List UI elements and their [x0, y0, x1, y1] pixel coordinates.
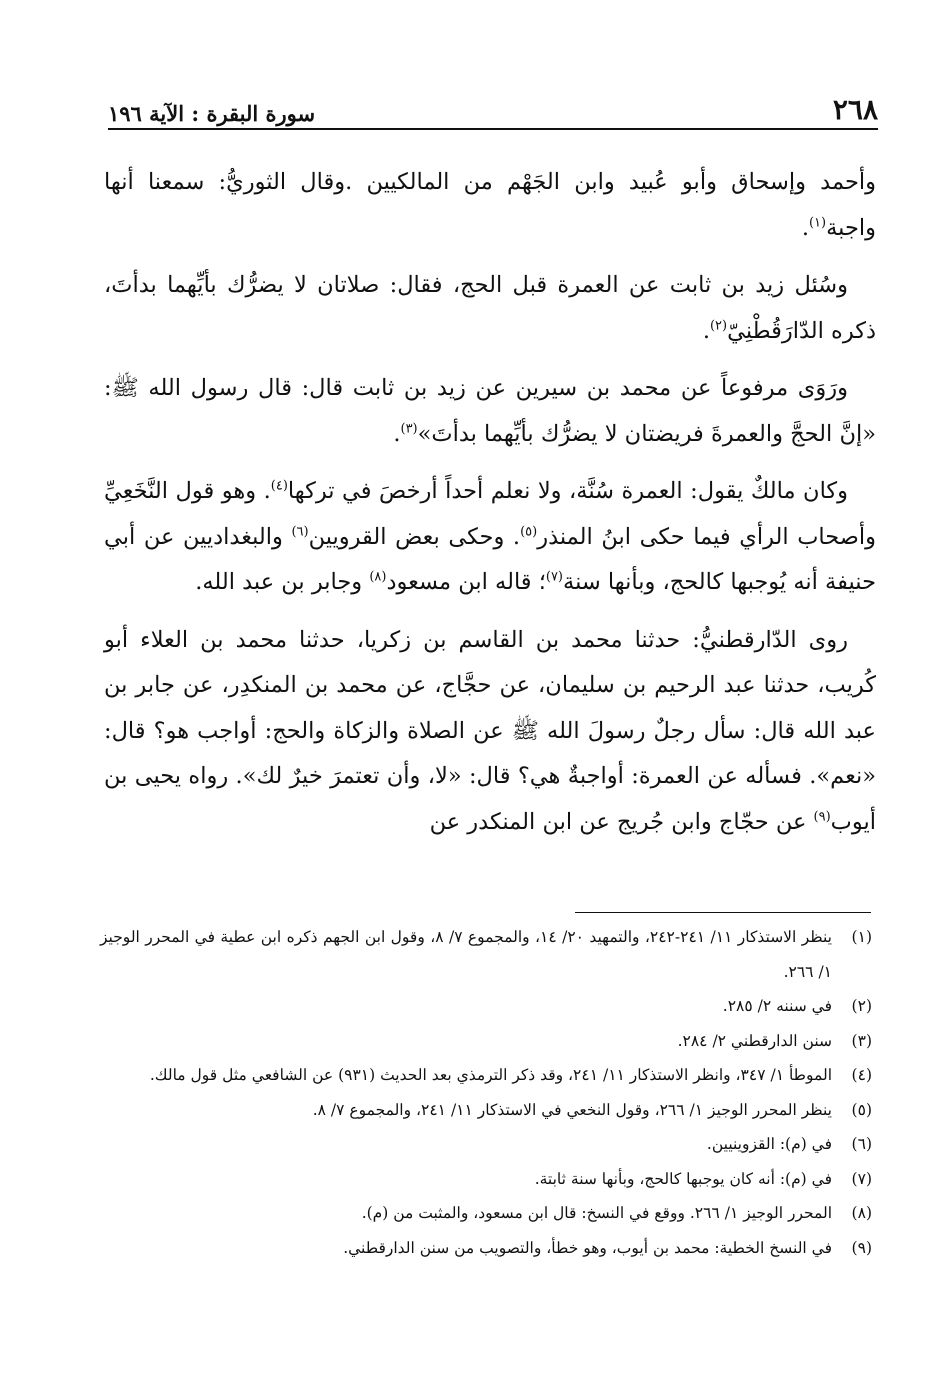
footnote-text: الموطأ ١/ ٣٤٧، وانظر الاستذكار ١١/ ٢٤١، وقد ذكر الترمذي بعد الحديث (٩٣١) عن الشافعي مثل قول مالك. [149, 1066, 832, 1084]
footnote [100, 920, 872, 989]
paragraph-text: وأحمد وإسحاق وأبو عُبيد وابن الجَهْم من المالكيين .وقال الثوريُّ: سمعنا أنها واجبة [104, 169, 876, 241]
footnote-reference[interactable]: (٨) [369, 569, 387, 585]
footnote-text: سنن الدارقطني ٢/ ٢٨٤. [677, 1031, 832, 1050]
footnote [100, 1093, 872, 1128]
footnote-number: (٩) [851, 1238, 872, 1257]
footnote-reference[interactable]: (٥) [520, 524, 538, 539]
paragraph [104, 263, 876, 354]
running-header [108, 86, 878, 130]
footnote-number: (٦) [851, 1135, 872, 1153]
footnote-number: (٢) [851, 997, 872, 1015]
footnote [100, 1162, 872, 1197]
paragraph-text: والبغداديين عن أبي حنيفة أنه يُوجبها كالحج، وبأنها سنة [104, 523, 876, 595]
footnote-reference[interactable]: (٧) [545, 569, 563, 585]
footnote-number: (٥) [851, 1100, 872, 1119]
paragraph-text: ورَوَى مرفوعاً عن محمد بن سيرين عن زيد بن ثابت قال: قال رسول الله ﷺ: «إنَّ الحجَّ والعمرةَ فريضتان لا يضرُّك بأيِّهما بدأتَ» [104, 375, 876, 447]
main-text [104, 160, 876, 857]
page-number: ٢٦٨ [832, 93, 878, 126]
footnote-text: ينظر الاستذكار ١١/ ٢٤١-٢٤٢، والتمهيد ٢٠/ ١٤، والمجموع ٧/ ٨، وقول ابن الجهم ذكره ابن عطية في المحرر الوجيز ١/ ٢٦٦. [100, 928, 832, 981]
footnote [100, 1127, 872, 1162]
surah-title: سورة البقرة : الآية ١٩٦ [108, 101, 316, 126]
footnote [100, 1024, 872, 1059]
footnote-reference[interactable]: (٩) [813, 809, 831, 824]
paragraph-text: وكان مالكٌ يقول: العمرة سُنَّة، ولا نعلم أحداً أرخصَ في تركها [287, 478, 849, 504]
footnote-reference[interactable]: (٦) [291, 524, 309, 539]
footnote-text: المحرر الوجيز ١/ ٢٦٦. ووقع في النسخ: قال ابن مسعود، والمثبت من (م). [361, 1204, 832, 1222]
footnotes-list [100, 920, 872, 1265]
footnote-text: في (م): أنه كان يوجبها كالحج، وبأنها سنة ثابتة. [534, 1169, 832, 1188]
footnote-reference[interactable]: (٢) [709, 318, 728, 333]
paragraph-text: وجابر بن عبد الله. [195, 569, 370, 595]
footnote-number: (٤) [851, 1066, 872, 1084]
footnote-text: في سننه ٢/ ٢٨٥. [722, 997, 832, 1015]
paragraph-text: روى الدّارقطنيُّ: حدثنا محمد بن القاسم بن زكريا، حدثنا محمد بن العلاء أبو كُريب، حدثنا عبد الرحيم بن سليمان، عن حجَّاج، عن محمد بن المنكدِر، عن جابر بن عبد الله قال: سأل رجلٌ رسولَ الله ﷺ عن الصلاة والزكاة والحج: أواجب هو؟ قال: «نعم». فسأله عن العمرة: أواجبةٌ هي؟ قال: «لا، وأن تعتمرَ خيرٌ لك». رواه يحيى بن أيوب [104, 626, 876, 835]
footnote [100, 1196, 872, 1231]
footnote-reference[interactable]: (٣) [400, 421, 418, 436]
paragraph-text: . وحكى بعض القرويين [308, 523, 521, 550]
paragraph-text: وسُئل زيد بن ثابت عن العمرة قبل الحج، فقال: صلاتان لا يضرُّك بأيِّهما بدأتَ، ذكره الدّارَقُطْنِيّ [104, 272, 876, 344]
paragraph-text: . [393, 420, 401, 447]
footnote-text: في (م): القزوينيين. [706, 1135, 832, 1153]
paragraph-text: . وهو قول النَّخَعِيِّ وأصحاب الرأي فيما حكى ابنُ المنذر [104, 478, 876, 550]
paragraph-text: . [702, 317, 710, 344]
footnote-text: ينظر المحرر الوجيز ١/ ٢٦٦، وقول النخعي في الاستذكار ١١/ ٢٤١، والمجموع ٧/ ٨. [312, 1100, 832, 1119]
paragraph [104, 366, 876, 457]
paragraph [104, 160, 876, 251]
footnote-reference[interactable]: (١) [808, 215, 827, 230]
paragraph [104, 618, 876, 846]
footnote-number: (٨) [851, 1204, 872, 1222]
footnote-text: في النسخ الخطية: محمد بن أيوب، وهو خطأ، والتصويب من سنن الدارقطني. [343, 1238, 832, 1257]
footnote [100, 1231, 872, 1266]
paragraph-text: ؛ قاله ابن مسعود [386, 569, 546, 595]
footnote [100, 989, 872, 1024]
footnote-reference[interactable]: (٤) [270, 478, 288, 494]
footnote [100, 1058, 872, 1093]
paragraph-text: عن حجّاج وابن جُريج عن ابن المنكدر عن [429, 808, 814, 835]
footnote-divider [575, 912, 871, 913]
paragraph-text: . [801, 214, 809, 241]
paragraph [104, 469, 876, 606]
footnote-number: (١) [851, 928, 872, 946]
footnote-number: (٣) [851, 1031, 872, 1050]
footnote-number: (٧) [851, 1169, 872, 1188]
